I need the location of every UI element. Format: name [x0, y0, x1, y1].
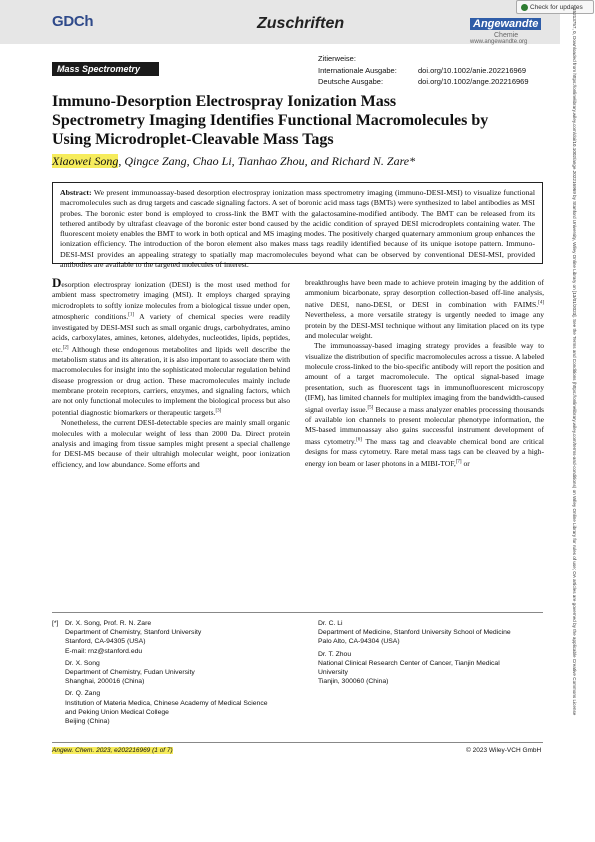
reference-marker[interactable]: [4] — [538, 300, 544, 306]
de-doi-link[interactable]: doi.org/10.1002/ange.202216969 — [418, 77, 529, 86]
publisher-logo: GDCh — [52, 13, 94, 30]
de-label: Deutsche Ausgabe: — [318, 77, 384, 86]
affiliation-block — [318, 650, 545, 687]
citation-block — [318, 53, 529, 88]
author-list — [52, 154, 415, 169]
journal-section-title: Zuschriften — [257, 15, 345, 32]
affiliation-line: Department of Chemistry, Stanford University — [65, 629, 202, 637]
affiliation-line: Dr. T. Zhou — [318, 650, 352, 658]
footer-divider — [52, 742, 543, 743]
footer-copyright: © 2023 Wiley-VCH GmbH — [466, 747, 542, 754]
download-sidebar — [566, 8, 578, 833]
paragraph-text: Nonetheless, the current DESI-detectable species are mainly small organic molecules with a molecular weight of less than 2000 Da. Direct protein analysis and imaging from tissue samples might present a special challenge for DESI-MS because of their ultrahigh molecular weight, poor ionization efficiency, and low abundance. Some efforts and — [52, 418, 290, 469]
paragraph — [52, 418, 290, 469]
affiliation-line: Tianjin, 300060 (China) — [318, 678, 389, 686]
brand-subtitle: Chemie — [494, 32, 519, 39]
paragraph — [52, 275, 290, 418]
affiliation-line: Shanghai, 200016 (China) — [65, 678, 145, 686]
paragraph-text: The immunoassay-based imaging strategy provides a feasible way to visualize the distribution of specific macromolecules across a tissue. A labeled molecule cross-linked to the bio-specific antibody will report the position and amount of a target macromolecule. The optical signal-based image presentation, such as fluorescent tags in immunofluorescent microscopy (IFM), has limited channels for multiplex imaging from the bandwidth-caused signal overlay issue.[5] Because a mass analyzer enables processing thousands of available ion channels to present molecular phenotype information, the MS-based immunoassay also gains successful instrument development of mass cytometry.[6] The mass tag and cleavable chemical bond are critical designs for mass cytometry. Rare metal mass tags can be cleaved by a high-energy ion beam or laser photons in a MIBI-TOF,[7] or — [305, 341, 544, 469]
affiliation-block — [65, 619, 302, 656]
reference-marker[interactable]: [3] — [215, 408, 222, 414]
section-badge: Mass Spectrometry — [52, 62, 159, 76]
affiliation-line: Dr. X. Song, Prof. R. N. Zare — [65, 620, 152, 627]
reference-marker[interactable]: [2] — [62, 345, 69, 351]
body-column-right — [305, 278, 544, 469]
affiliation-line: Dr. X. Song — [65, 659, 100, 667]
affiliations-right — [305, 619, 545, 689]
paragraph-text: breakthroughs have been made to achieve protein imaging by the addition of ammonium bicarbonate, spray desorption collection-based off-line analysis, native DESI, nano-DESI, or DESI in combination with FAIMS.[4] Nevertheless, a more versatile strategy is urgently needed to image any protein by the DESI-MSI technique without any limitation placed on its type and molecular weight. — [305, 278, 544, 341]
update-status-icon — [521, 4, 528, 11]
reference-marker[interactable]: [5] — [367, 405, 374, 411]
check-for-updates-button[interactable] — [516, 0, 594, 14]
article-title: Immuno-Desorption Electrospray Ionization Mass Spectrometry Imaging Identifies Functional Macromolecules by Using Microdroplet-Cleavable Mass Tags — [52, 93, 489, 148]
affiliation-line: University — [318, 669, 348, 677]
affiliation-line: Beijing (China) — [65, 718, 110, 726]
citation-heading: Zitierweise: — [318, 54, 356, 63]
paragraph — [305, 341, 544, 469]
affiliations-left — [52, 619, 302, 729]
affiliation-line: Dr. Q. Zang — [65, 690, 101, 698]
footnote-marker: [*] — [52, 620, 59, 627]
footnote-divider — [52, 612, 543, 613]
affiliation-line: Department of Medicine, Stanford University School of Medicine — [318, 629, 511, 637]
affiliation-line: Palo Alto, CA-94304 (USA) — [318, 638, 400, 646]
affiliation-block — [318, 619, 545, 647]
affiliation-line: Stanford, CA-94305 (USA) — [65, 638, 146, 646]
intl-doi-link[interactable]: doi.org/10.1002/anie.202216969 — [418, 65, 527, 75]
paragraph — [305, 278, 544, 341]
affiliation-line: National Clinical Research Center of Cancer, Tianjin Medical — [318, 659, 500, 667]
abstract-box — [52, 182, 543, 270]
body-column-left — [52, 275, 290, 470]
highlighted-author[interactable]: Xiaowei Song — [52, 154, 119, 168]
paragraph-text: esorption electrospray ionization (DESI) is the most used method for ambient mass spectrometry imaging (MSI). It employs charged spraying microdroplets to softly ionize molecules from a biological tissue under open, atmospheric conditions.[1] A variety of chemical species were readily investigated by DESI-MSI such as small organic drugs, carbohydrates, amino acids, carboxylates, amines, ketones, aldehydes, nucleotides, lipids, peptides, etc.[2] Although these endogenous metabolites and lipids well describe the metabolism status and its alteration, it is also important to associate them with macromolecules for insight into the sophisticated molecular regulation behind disease progression or drug action. These macromolecules mainly include membrane protein receptors, carriers, enzymes, and signaling factors, which are not only functional molecules to implement the biological process but also potential diagnostic biomarkers or therapeutic targets.[3] — [52, 280, 290, 418]
abstract-text: We present immunoassay-based desorption electrospray ionization mass spectrometry imaging (immuno-DESI-MSI) to visualize functional macromolecules such as drug targets and cascade signaling factors. A set of boronic acid mass tags (BMTs) were synthesized to label antibodies as MSI probes. The boronic ester bond is employed to cross-link the BMT with the galactosamine-modified antibody. The BMT can be released from its tethered antibody by ultrafast cleavage of the boronic ester bond caused by the acidic condition of sprayed DESI microdroplets containing water. The fluorescent moiety enables the BMT to work in both optical and MS imaging modes. The positively charged quaternary ammonium group enhances the ionization efficiency. The introduction of the boron element also makes mass tags readily identified because of its unique isotope pattern. Immuno-DESI-MSI provides an appealing strategy to spatially map macromolecules beyond what can be observed by conventional DESI-MSI, provided antibodies are available to the targeted molecules of interest. — [60, 188, 535, 270]
reference-marker[interactable]: [6] — [356, 437, 362, 443]
affiliation-line: Institution of Materia Medica, Chinese Academy of Medical Science — [65, 699, 268, 707]
footer-citation: Angew. Chem. 2023, e202216969 (1 of 7) — [52, 747, 173, 754]
reference-marker[interactable]: [1] — [128, 312, 135, 318]
abstract-label: Abstract: — [60, 188, 92, 197]
updates-label: Check for updates — [530, 4, 583, 11]
affiliation-line: Dr. C. Li — [318, 620, 343, 627]
affiliation-line: and Peking Union Medical College — [65, 708, 169, 716]
brand-url: www.angewandte.org — [470, 39, 528, 45]
sidebar-text: 15213757, 0, Downloaded from https://onlinelibrary.wiley.com/doi/10.1002/ange.202216969 by Stanford University, Wiley Online Library on [13/01/2023]. See the Terms and Conditions (https://onlinelibrary.wiley.com/terms-and-conditions) on Wiley Online Library for rules of use; OA articles are governed by the applicable Creative Commons License — [572, 8, 577, 716]
drop-cap: D — [52, 275, 62, 290]
affiliation-line: Department of Chemistry, Fudan University — [65, 669, 195, 677]
affiliation-block — [65, 689, 302, 726]
intl-label: Internationale Ausgabe: — [318, 65, 397, 75]
reference-marker[interactable]: [7] — [455, 459, 462, 465]
affiliation-block — [65, 659, 302, 687]
other-authors: , Qingce Zang, Chao Li, Tianhao Zhou, and Richard N. Zare* — [118, 154, 416, 168]
brand-name: Angewandte — [470, 18, 541, 30]
journal-brand-logo — [470, 14, 550, 45]
affiliation-line: E-mail: rnz@stanford.edu — [65, 647, 143, 655]
